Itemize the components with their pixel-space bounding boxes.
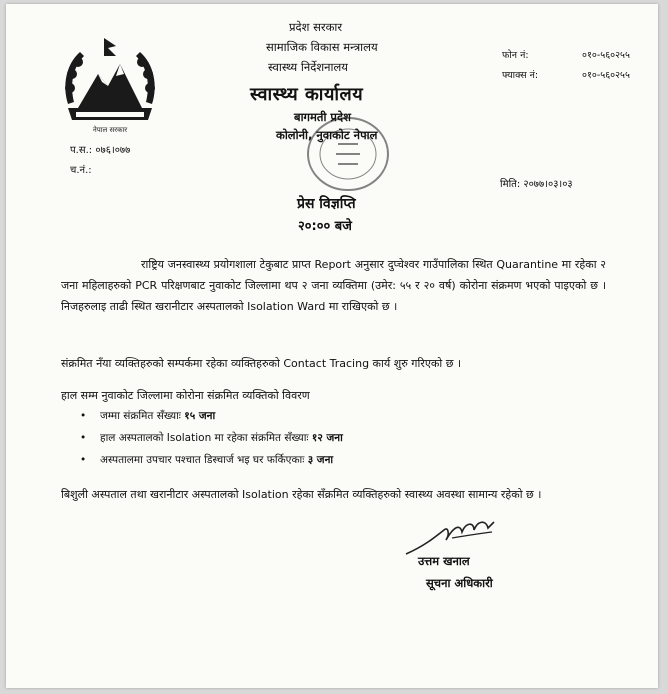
phone-value: ०१०-५६०२५५ (582, 50, 630, 61)
handwritten-signature (404, 516, 500, 558)
emblem-caption: नेपाल सरकार (92, 126, 128, 134)
fax-value: ०१०-५६०२५५ (582, 70, 630, 81)
summary-item-isolation: • हाल अस्पतालको Isolation मा रहेका संक्रमित सँख्याः १२ जना (80, 432, 343, 444)
header-address: कोलोनी, नुवाकोट नेपाल (276, 128, 378, 142)
summary-item-total: • जम्मा संक्रमित सँख्याः १५ जना (80, 410, 216, 422)
header-line-directorate: स्वास्थ्य निर्देशनालय (268, 60, 348, 74)
summary-item-value: १२ जना (311, 432, 343, 444)
summary-item-label: जम्मा संक्रमित सँख्याः (100, 410, 181, 422)
letter-sheet (6, 4, 658, 688)
reference-number: प.स.: ०७६।०७७ (70, 145, 131, 156)
header-province: बागमती प्रदेश (294, 110, 351, 124)
summary-item-value: ३ जना (307, 454, 334, 466)
fax-label: फ्याक्स नं: (502, 70, 539, 81)
signatory-designation: सूचना अधिकारी (426, 576, 493, 590)
phone-label: फोन नं: (502, 50, 529, 61)
nepal-emblem-logo (58, 34, 162, 138)
letter-date: मिति: २०७७।०३।०३ (500, 179, 573, 190)
paragraph-health-status: बिशुली अस्पताल तथा खरानीटार अस्पतालको Isolation रहेका सँक्रमित व्यक्तिहरुको स्वास्थ्य अवस्था सामान्य रहेको छ । (61, 488, 542, 501)
press-release-title: प्रेस विज्ञप्ति (297, 196, 356, 212)
signatory-name: उत्तम खनाल (418, 554, 470, 568)
summary-item-label: अस्पतालमा उपचार पश्चात डिस्चार्ज भइ घर फर्किएकाः (100, 454, 305, 466)
press-release-time: २०:०० बजे (298, 219, 352, 234)
office-stamp (304, 114, 392, 194)
header-line-province-government: प्रदेश सरकार (289, 20, 343, 34)
dispatch-number: च.नं.: (70, 165, 92, 176)
summary-heading: हाल सम्म नुवाकोट जिल्लामा कोरोना संक्रमित व्यक्तिको विवरण (61, 389, 310, 402)
header-line-ministry: सामाजिक विकास मन्त्रालय (266, 40, 378, 54)
summary-list (80, 405, 343, 471)
paragraph-new-cases-text: राष्ट्रिय जनस्वास्थ्य प्रयोगशाला टेकुबाट प्राप्त Report अनुसार दुप्चेश्वर गाउँपालिका स्थित Quarantine मा रहेका २ जना महिलाहरुको PCR परिक्षणबाट नुवाकोट जिल्लामा थप २ जना व्यक्तिमा (उमेर: ५५ र २० वर्ष) कोरोना संक्रमण भएको पाइएको छ । निजहरुलाइ ताढी स्थित खरानीटार अस्पतालको Isolation Ward मा राखिएको छ । (61, 258, 606, 313)
paragraph-contact-tracing: संक्रमित नँया व्यक्तिहरुको सम्पर्कमा रहेका व्यक्तिहरुको Contact Tracing कार्य शुरु गरिएको छ । (61, 357, 462, 370)
summary-item-discharged: • अस्पतालमा उपचार पश्चात डिस्चार्ज भइ घर फर्किएकाः ३ जना (80, 454, 334, 466)
paragraph-new-cases (61, 254, 606, 317)
office-name: स्वास्थ्य कार्यालय (250, 84, 364, 105)
summary-item-value: १५ जना (184, 410, 216, 422)
summary-item-label: हाल अस्पतालको Isolation मा रहेका संक्रमित सँख्याः (100, 432, 309, 444)
